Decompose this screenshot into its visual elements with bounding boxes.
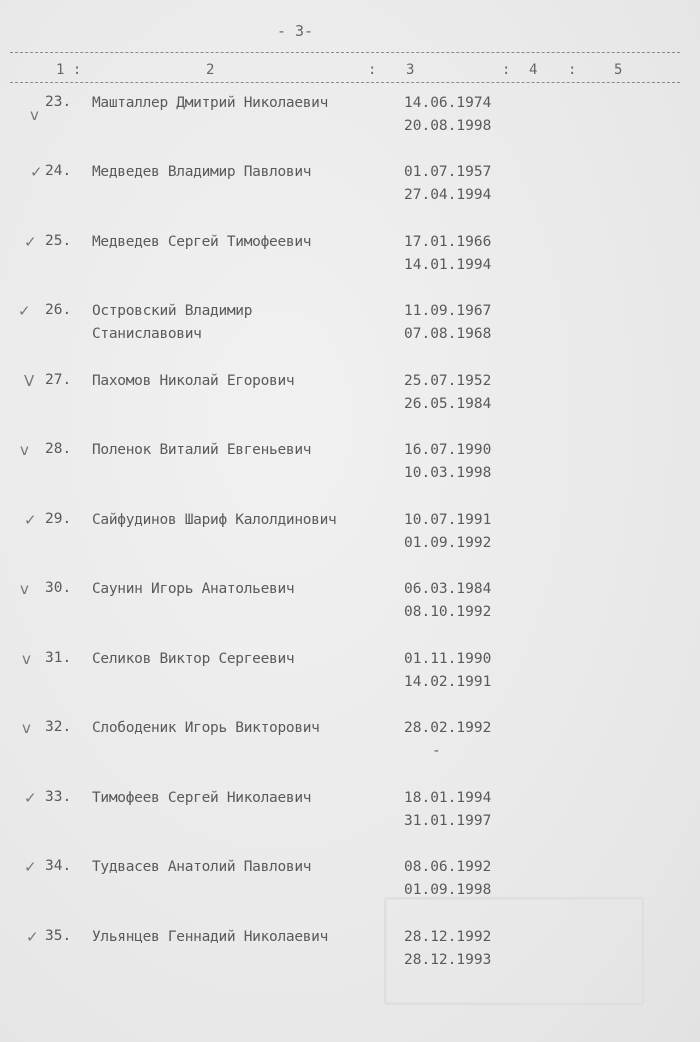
table-rule-top: [10, 52, 680, 53]
row-number: 23.: [45, 94, 72, 110]
date-cell: [404, 300, 491, 346]
end-date: 20.08.1998: [404, 118, 492, 134]
column-header-1: 1 :: [56, 62, 82, 78]
name-line: Тудвасев Анатолий Павлович: [92, 859, 312, 875]
name-line: Тимофеев Сергей Николаевич: [92, 790, 312, 806]
checkmark-icon: v: [30, 106, 39, 124]
person-name: [92, 509, 382, 532]
column-header-5: 5: [614, 62, 623, 78]
date-cell: [404, 439, 491, 485]
table-row: [0, 578, 700, 628]
page-number: - 3-: [276, 22, 314, 40]
person-name: [92, 926, 382, 949]
name-line: Сайфудинов Шариф Калолдинович: [92, 512, 337, 528]
checkmark-icon: ✓: [30, 163, 43, 181]
end-date: 10.03.1998: [404, 465, 492, 481]
table-row: [0, 717, 700, 767]
table-row: [0, 161, 700, 211]
column-separator: :: [568, 62, 577, 78]
checkmark-icon: ✓: [24, 789, 37, 807]
end-date: 26.05.1984: [404, 396, 492, 412]
row-number: 34.: [45, 858, 72, 874]
table-row: [0, 648, 700, 698]
checkmark-icon: V: [24, 372, 35, 390]
checkmark-icon: ✓: [18, 302, 31, 320]
table-row: [0, 300, 700, 350]
date-cell: [404, 92, 491, 138]
table-row: [0, 370, 700, 420]
person-name: [92, 231, 382, 254]
date-cell: [404, 717, 491, 763]
end-date: 01.09.1992: [404, 535, 492, 551]
start-date: 11.09.1967: [404, 303, 492, 319]
person-name: [92, 300, 382, 346]
table-row: [0, 439, 700, 489]
column-header-3: 3: [406, 62, 415, 78]
name-line: Слободеник Игорь Викторович: [92, 720, 320, 736]
row-number: 35.: [45, 928, 72, 944]
name-line: Саунин Игорь Анатольевич: [92, 581, 295, 597]
end-date: 01.09.1998: [404, 882, 492, 898]
name-line: Ульянцев Геннадий Николаевич: [92, 929, 329, 945]
row-number: 26.: [45, 302, 72, 318]
row-number: 30.: [45, 580, 72, 596]
row-number: 27.: [45, 372, 72, 388]
person-name: [92, 578, 382, 601]
checkmark-icon: ✓: [24, 858, 37, 876]
date-cell: [404, 161, 491, 207]
date-cell: [404, 578, 491, 624]
row-number: 29.: [45, 511, 72, 527]
start-date: 01.11.1990: [404, 651, 492, 667]
person-name: [92, 161, 382, 184]
table-row: [0, 92, 700, 142]
table-row: [0, 231, 700, 281]
name-line: Пахомов Николай Егорович: [92, 373, 295, 389]
person-name: [92, 717, 382, 740]
column-separator: :: [502, 62, 511, 78]
start-date: 10.07.1991: [404, 512, 492, 528]
end-date: 08.10.1992: [404, 604, 492, 620]
person-name: [92, 439, 382, 462]
date-cell: [404, 370, 491, 416]
end-date: 07.08.1968: [404, 326, 492, 342]
date-cell: [404, 648, 491, 694]
name-line: Станиславович: [92, 326, 202, 342]
row-number: 28.: [45, 441, 72, 457]
name-line: Медведев Сергей Тимофеевич: [92, 234, 312, 250]
start-date: 16.07.1990: [404, 442, 492, 458]
date-cell: [404, 787, 491, 833]
name-line: Машталлер Дмитрий Николаевич: [92, 95, 329, 111]
checkmark-icon: ✓: [26, 928, 39, 946]
start-date: 18.01.1994: [404, 790, 492, 806]
end-date: -: [432, 743, 441, 759]
person-name: [92, 370, 382, 393]
table-row: [0, 787, 700, 837]
end-date: 27.04.1994: [404, 187, 492, 203]
start-date: 28.02.1992: [404, 720, 492, 736]
column-header-2: 2: [206, 62, 215, 78]
column-header-4: 4: [529, 62, 538, 78]
table-row: [0, 509, 700, 559]
start-date: 25.07.1952: [404, 373, 492, 389]
date-cell: [404, 231, 491, 277]
checkmark-icon: v: [22, 719, 31, 737]
date-cell: [404, 509, 491, 555]
person-name: [92, 92, 382, 115]
row-number: 25.: [45, 233, 72, 249]
person-name: [92, 856, 382, 879]
date-cell: [404, 856, 491, 902]
start-date: 08.06.1992: [404, 859, 492, 875]
row-number: 24.: [45, 163, 72, 179]
name-line: Островский Владимир: [92, 303, 253, 319]
end-date: 14.02.1991: [404, 674, 492, 690]
start-date: 14.06.1974: [404, 95, 492, 111]
table-rule-bottom: [10, 82, 680, 83]
person-name: [92, 648, 382, 671]
start-date: 17.01.1966: [404, 234, 492, 250]
checkmark-icon: v: [20, 580, 29, 598]
person-name: [92, 787, 382, 810]
checkmark-icon: v: [22, 650, 31, 668]
end-date: 14.01.1994: [404, 257, 492, 273]
end-date: 28.12.1993: [404, 952, 492, 968]
start-date: 01.07.1957: [404, 164, 492, 180]
column-separator: :: [368, 62, 377, 78]
name-line: Селиков Виктор Сергеевич: [92, 651, 295, 667]
name-line: Поленок Виталий Евгеньевич: [92, 442, 312, 458]
name-line: Медведев Владимир Павлович: [92, 164, 312, 180]
row-number: 33.: [45, 789, 72, 805]
end-date: 31.01.1997: [404, 813, 492, 829]
start-date: 28.12.1992: [404, 929, 492, 945]
row-number: 31.: [45, 650, 72, 666]
checkmark-icon: v: [20, 441, 29, 459]
checkmark-icon: ✓: [24, 511, 37, 529]
start-date: 06.03.1984: [404, 581, 492, 597]
row-number: 32.: [45, 719, 72, 735]
checkmark-icon: ✓: [24, 233, 37, 251]
faded-stamp: [384, 897, 644, 1005]
